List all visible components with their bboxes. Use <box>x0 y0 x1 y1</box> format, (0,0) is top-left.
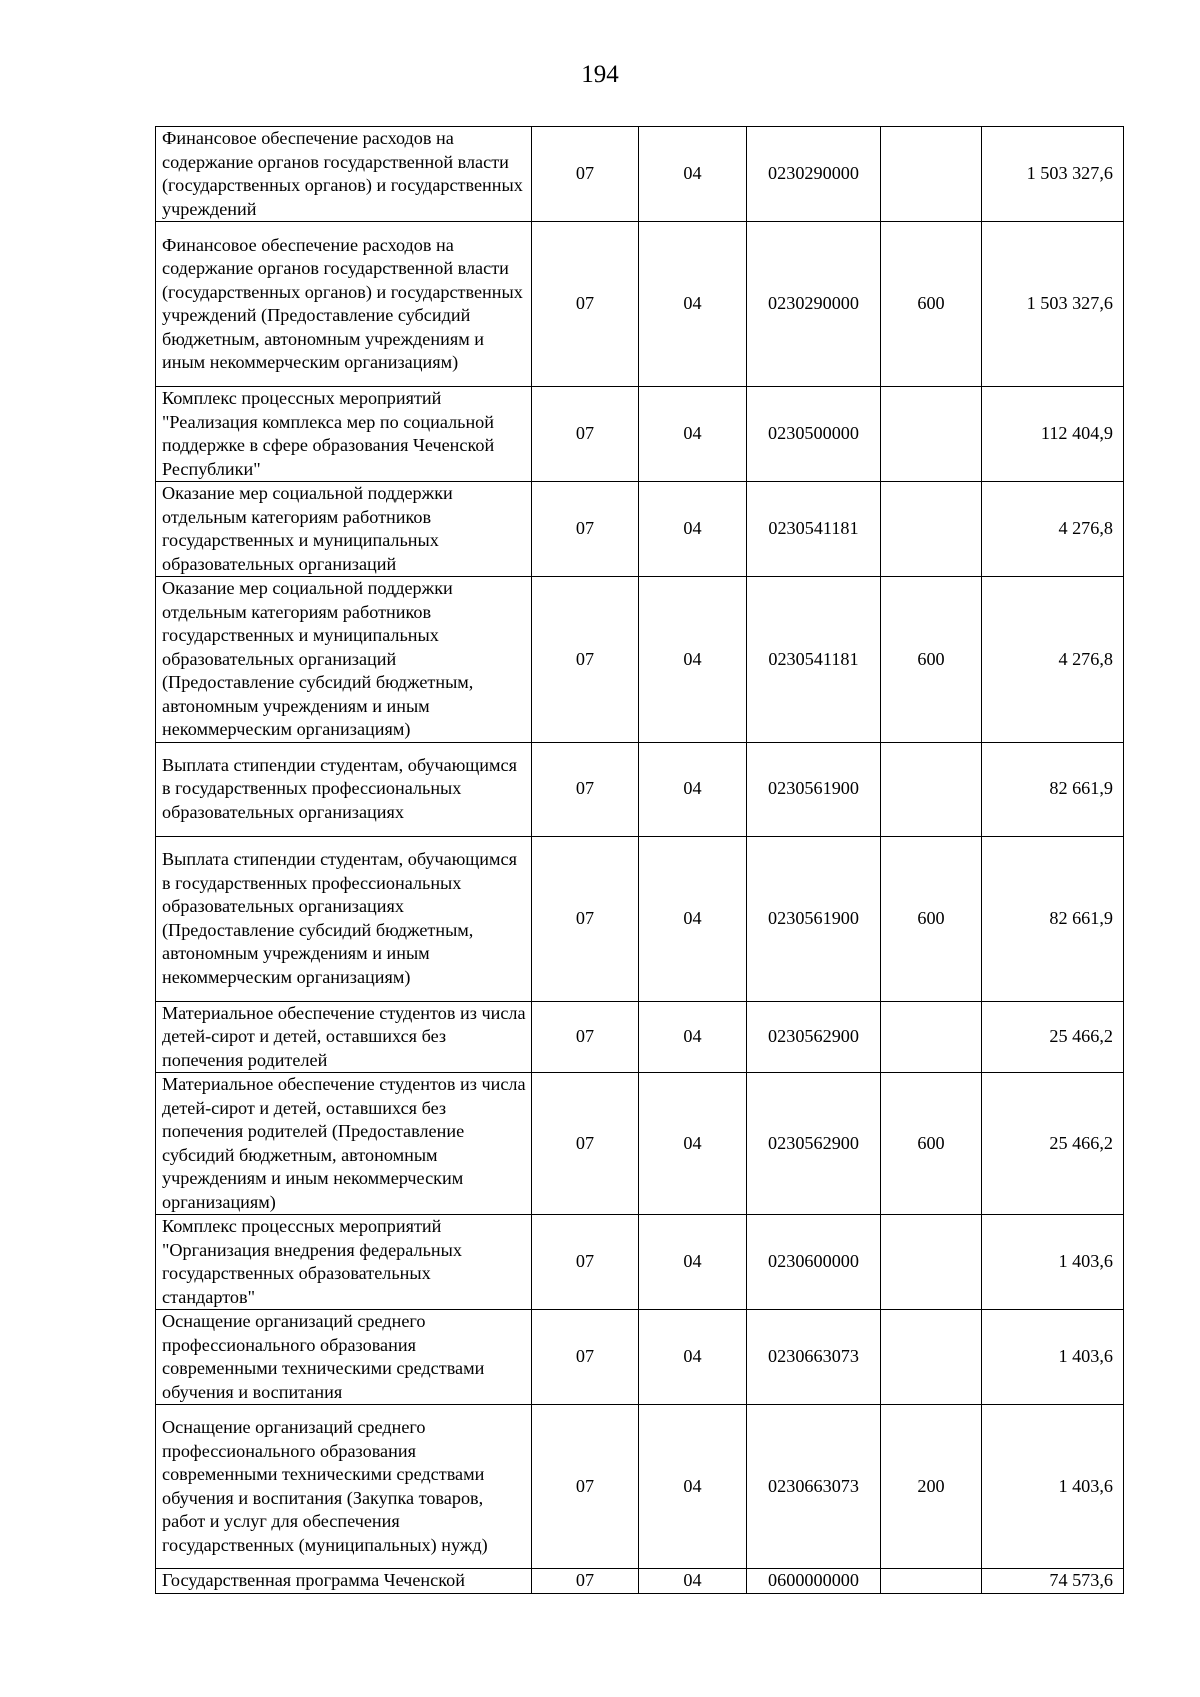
row-amount: 4 276,8 <box>982 577 1124 743</box>
row-amount: 1 403,6 <box>982 1310 1124 1405</box>
page-number: 194 <box>581 61 619 88</box>
table-row <box>156 1310 1124 1405</box>
row-amount: 25 466,2 <box>982 1073 1124 1215</box>
row-target-article: 0230541181 <box>747 577 881 743</box>
row-name: Комплекс процессных мероприятий "Реализация комплекса мер по социальной поддержке в сфере образования Чеченской Республики" <box>156 387 532 482</box>
row-section: 07 <box>532 577 639 743</box>
table-row <box>156 1001 1124 1073</box>
row-target-article: 0230290000 <box>747 222 881 387</box>
row-expense-type <box>881 1569 982 1594</box>
table-row <box>156 577 1124 743</box>
row-expense-type <box>881 482 982 577</box>
row-expense-type <box>881 1215 982 1310</box>
row-subsection: 04 <box>639 836 747 1001</box>
row-subsection: 04 <box>639 577 747 743</box>
row-name: Оснащение организаций среднего профессионального образования современными техническими средствами обучения и воспитания (Закупка товаров, работ и услуг для обеспечения государственных (муниципальных) нужд) <box>156 1405 532 1569</box>
table-row <box>156 1405 1124 1569</box>
row-section: 07 <box>532 387 639 482</box>
row-section: 07 <box>532 1310 639 1405</box>
row-amount: 112 404,9 <box>982 387 1124 482</box>
row-expense-type: 600 <box>881 577 982 743</box>
row-target-article: 0230663073 <box>747 1405 881 1569</box>
row-expense-type: 600 <box>881 836 982 1001</box>
row-name: Выплата стипендии студентам, обучающимся в государственных профессиональных образовательных организациях <box>156 742 532 836</box>
row-expense-type <box>881 387 982 482</box>
row-target-article: 0600000000 <box>747 1569 881 1594</box>
row-name: Материальное обеспечение студентов из числа детей-сирот и детей, оставшихся без попечения родителей (Предоставление субсидий бюджетным, автономным учреждениям и иным некоммерческим организациям) <box>156 1073 532 1215</box>
row-subsection: 04 <box>639 1405 747 1569</box>
row-subsection: 04 <box>639 387 747 482</box>
row-expense-type <box>881 1001 982 1073</box>
row-section: 07 <box>532 1569 639 1594</box>
row-expense-type <box>881 127 982 222</box>
row-amount: 1 503 327,6 <box>982 222 1124 387</box>
row-subsection: 04 <box>639 1073 747 1215</box>
row-subsection: 04 <box>639 1569 747 1594</box>
row-section: 07 <box>532 742 639 836</box>
row-section: 07 <box>532 222 639 387</box>
row-name: Оснащение организаций среднего профессионального образования современными техническими средствами обучения и воспитания <box>156 1310 532 1405</box>
table-row <box>156 1569 1124 1594</box>
row-expense-type: 200 <box>881 1405 982 1569</box>
row-section: 07 <box>532 836 639 1001</box>
row-section: 07 <box>532 482 639 577</box>
row-amount: 1 503 327,6 <box>982 127 1124 222</box>
row-expense-type <box>881 742 982 836</box>
row-amount: 74 573,6 <box>982 1569 1124 1594</box>
row-target-article: 0230500000 <box>747 387 881 482</box>
row-amount: 82 661,9 <box>982 836 1124 1001</box>
row-target-article: 0230561900 <box>747 836 881 1001</box>
row-section: 07 <box>532 1001 639 1073</box>
table-row <box>156 127 1124 222</box>
row-target-article: 0230290000 <box>747 127 881 222</box>
row-expense-type: 600 <box>881 1073 982 1215</box>
row-amount: 4 276,8 <box>982 482 1124 577</box>
budget-table <box>155 126 1124 1594</box>
row-name: Комплекс процессных мероприятий "Организация внедрения федеральных государственных образовательных стандартов" <box>156 1215 532 1310</box>
row-subsection: 04 <box>639 127 747 222</box>
row-section: 07 <box>532 1215 639 1310</box>
row-amount: 82 661,9 <box>982 742 1124 836</box>
row-target-article: 0230600000 <box>747 1215 881 1310</box>
row-expense-type <box>881 1310 982 1405</box>
row-target-article: 0230562900 <box>747 1073 881 1215</box>
row-target-article: 0230663073 <box>747 1310 881 1405</box>
row-name: Материальное обеспечение студентов из числа детей-сирот и детей, оставшихся без попечения родителей <box>156 1001 532 1073</box>
row-name: Оказание мер социальной поддержки отдельным категориям работников государственных и муниципальных образовательных организаций <box>156 482 532 577</box>
row-subsection: 04 <box>639 1001 747 1073</box>
row-name: Оказание мер социальной поддержки отдельным категориям работников государственных и муниципальных образовательных организаций (Предоставление субсидий бюджетным, автономным учреждениям и иным некоммерческим организациям) <box>156 577 532 743</box>
row-section: 07 <box>532 1405 639 1569</box>
row-subsection: 04 <box>639 222 747 387</box>
row-section: 07 <box>532 1073 639 1215</box>
row-subsection: 04 <box>639 1215 747 1310</box>
row-section: 07 <box>532 127 639 222</box>
table-row <box>156 1073 1124 1215</box>
row-target-article: 0230541181 <box>747 482 881 577</box>
table-row <box>156 836 1124 1001</box>
table-row <box>156 1215 1124 1310</box>
table-row <box>156 387 1124 482</box>
row-amount: 25 466,2 <box>982 1001 1124 1073</box>
row-name: Финансовое обеспечение расходов на содержание органов государственной власти (государственных органов) и государственных учреждений (Предоставление субсидий бюджетным, автономным учреждениям и иным некоммерческим организациям) <box>156 222 532 387</box>
table-row <box>156 222 1124 387</box>
row-amount: 1 403,6 <box>982 1215 1124 1310</box>
row-expense-type: 600 <box>881 222 982 387</box>
row-amount: 1 403,6 <box>982 1405 1124 1569</box>
table-row <box>156 742 1124 836</box>
row-name: Выплата стипендии студентам, обучающимся в государственных профессиональных образовательных организациях (Предоставление субсидий бюджетным, автономным учреждениям и иным некоммерческим организациям) <box>156 836 532 1001</box>
row-subsection: 04 <box>639 1310 747 1405</box>
row-name: Государственная программа Чеченской <box>156 1569 532 1594</box>
row-target-article: 0230562900 <box>747 1001 881 1073</box>
row-subsection: 04 <box>639 742 747 836</box>
row-target-article: 0230561900 <box>747 742 881 836</box>
table-row <box>156 482 1124 577</box>
row-subsection: 04 <box>639 482 747 577</box>
row-name: Финансовое обеспечение расходов на содержание органов государственной власти (государственных органов) и государственных учреждений <box>156 127 532 222</box>
